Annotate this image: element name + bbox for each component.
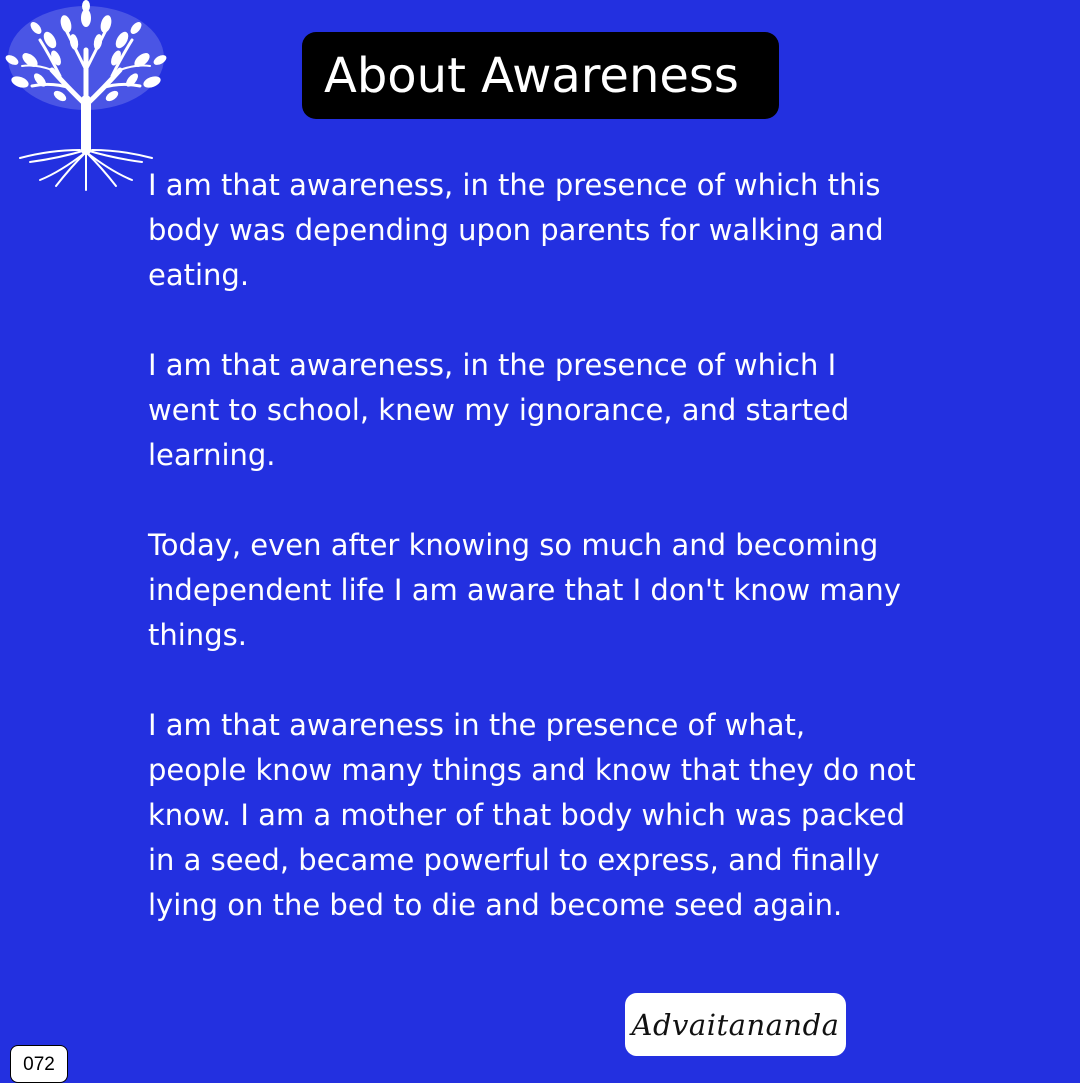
- page-number: 072: [23, 1053, 55, 1075]
- text-line: learning.: [148, 438, 276, 472]
- tree-of-life-icon: [0, 0, 172, 200]
- text-line: Today, even after knowing so much and becoming: [148, 528, 879, 562]
- paragraph: [148, 163, 1008, 298]
- text-line: I am that awareness, in the presence of which this: [148, 168, 881, 202]
- signature-text: Advaitananda: [631, 1007, 840, 1042]
- title-banner: [302, 32, 779, 119]
- text-line: know. I am a mother of that body which was packed: [148, 798, 906, 832]
- text-line: went to school, knew my ignorance, and started: [148, 393, 850, 427]
- text-line: I am that awareness in the presence of what,: [148, 708, 806, 742]
- text-line: independent life I am aware that I don't know many: [148, 573, 901, 607]
- quote-body: [148, 163, 1008, 928]
- text-line: body was depending upon parents for walking and: [148, 213, 884, 247]
- text-line: lying on the bed to die and become seed again.: [148, 888, 843, 922]
- page-number-badge: [10, 1045, 68, 1083]
- text-line: people know many things and know that they do not: [148, 753, 916, 787]
- page-title: About Awareness: [324, 47, 739, 104]
- paragraph: [148, 523, 1008, 658]
- text-line: in a seed, became powerful to express, and finally: [148, 843, 880, 877]
- paragraph: [148, 703, 1008, 928]
- text-line: I am that awareness, in the presence of which I: [148, 348, 837, 382]
- text-line: eating.: [148, 258, 250, 292]
- signature-badge: [625, 993, 846, 1056]
- paragraph: [148, 343, 1008, 478]
- text-line: things.: [148, 618, 247, 652]
